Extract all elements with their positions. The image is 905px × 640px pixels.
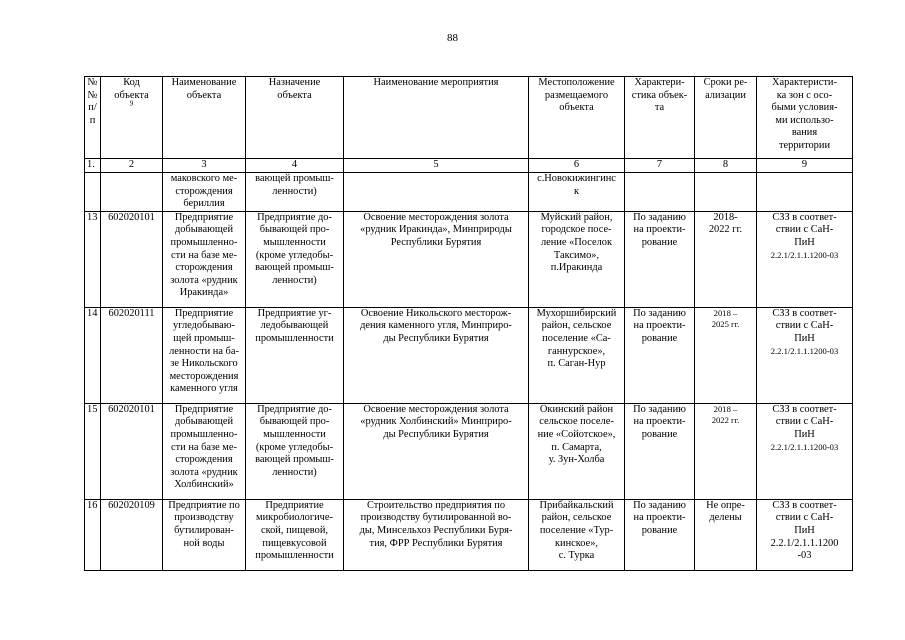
implementation-terms <box>695 173 757 212</box>
event-name: Строительство предприятия по производству бутилированной во- ды, Минсельхоз Республики Буря- тия, ФРР Республики Бурятия <box>344 499 529 570</box>
event-name: Освоение месторождения золота «рудник Иракинда», Минприроды Республики Бурятия <box>344 211 529 307</box>
page-number: 88 <box>447 32 458 44</box>
object-purpose: Предприятие микробиологиче- ской, пищевой, пищевкусовой промышленности <box>246 499 344 570</box>
object-code: 602020101 <box>101 403 163 499</box>
row-number: 13 <box>85 211 101 307</box>
object-characteristic: По заданию на проекти- рование <box>625 307 695 403</box>
object-purpose: Предприятие до- бывающей про- мышленности (кроме угледобы- вающей промыш- ленности) <box>246 211 344 307</box>
object-name: Предприятие добывающей промышленно- сти на базе ме- сторождения золота «рудник Иракинда» <box>163 211 246 307</box>
zone-characteristic: СЗЗ в соответ- ствии с СаН- ПиН 2.2.1/2.1.1.1200-03 <box>757 403 853 499</box>
object-location: Муйский район, городское посе- ление «Поселок Таксимо», п.Иракинда <box>529 211 625 307</box>
implementation-terms: Не опре- делены <box>695 499 757 570</box>
column-number: 1. <box>85 159 101 173</box>
column-number: 2 <box>101 159 163 173</box>
object-location: Прибайкальский район, сельское поселение «Тур- кинское», с. Турка <box>529 499 625 570</box>
table-row <box>85 173 853 212</box>
object-characteristic <box>625 173 695 212</box>
object-name: Предприятие угледобываю- щей промыш- ленности на ба- зе Никольского месторождения каменного угля <box>163 307 246 403</box>
object-purpose: Предприятие уг- ледобывающей промышленности <box>246 307 344 403</box>
zone-characteristic <box>757 173 853 212</box>
column-numbers-row <box>85 159 853 173</box>
object-location: с.Новокижингинс к <box>529 173 625 212</box>
column-number: 5 <box>344 159 529 173</box>
object-location: Мухоршибирский район, сельское поселение «Са- ганнурское», п. Саган-Нур <box>529 307 625 403</box>
column-number: 4 <box>246 159 344 173</box>
header-cell-object-name: Наименование объекта <box>163 77 246 159</box>
object-code: 602020111 <box>101 307 163 403</box>
sanpin-code: 2.2.1/2.1.1.1200-03 <box>770 441 839 452</box>
implementation-terms: 2018- 2022 гг. <box>695 211 757 307</box>
header-cell-characteristic: Характери- стика объек- та <box>625 77 695 159</box>
column-number: 9 <box>757 159 853 173</box>
header-cell-event: Наименование мероприятия <box>344 77 529 159</box>
object-name: Предприятие по производству бутилирован- ной воды <box>163 499 246 570</box>
column-number: 3 <box>163 159 246 173</box>
row-number: 16 <box>85 499 101 570</box>
column-number: 8 <box>695 159 757 173</box>
object-characteristic: По заданию на проекти- рование <box>625 211 695 307</box>
object-purpose: Предприятие до- бывающей про- мышленности (кроме угледобы- вающей промыш- ленности) <box>246 403 344 499</box>
table-row <box>85 211 853 307</box>
column-number: 7 <box>625 159 695 173</box>
sanpin-code: 2.2.1/2.1.1.1200-03 <box>770 249 839 260</box>
object-characteristic: По заданию на проекти- рование <box>625 403 695 499</box>
zone-characteristic: СЗЗ в соответ- ствии с СаН- ПиН 2.2.1/2.1.1.1200 -03 <box>757 499 853 570</box>
header-cell-code: Код объекта $^9$ <box>101 77 163 159</box>
header-cell-purpose: Назначение объекта <box>246 77 344 159</box>
event-name: Освоение Никольского месторож- дения каменного угля, Минприро- ды Республики Бурятия <box>344 307 529 403</box>
event-name <box>344 173 529 212</box>
implementation-terms: 2018 – 2022 гг. <box>695 403 757 499</box>
header-cell-terms: Сроки ре- ализации <box>695 77 757 159</box>
event-name: Освоение месторождения золота «рудник Холбинский» Минприро- ды Республики Бурятия <box>344 403 529 499</box>
header-cell-zones: Характеристи- ка зон с осо- быми условия- ми использо- вания территории <box>757 77 853 159</box>
sanpin-code: 2.2.1/2.1.1.1200-03 <box>770 345 839 356</box>
object-code: 602020109 <box>101 499 163 570</box>
zone-characteristic: СЗЗ в соответ- ствии с СаН- ПиН 2.2.1/2.1.1.1200-03 <box>757 211 853 307</box>
object-location: Окинский район сельское поселе- ние «Сойотское», п. Самарта, у. Зун-Холба <box>529 403 625 499</box>
header-cell-location: Местоположение размещаемого объекта <box>529 77 625 159</box>
row-number: 14 <box>85 307 101 403</box>
object-characteristic: По заданию на проекти- рование <box>625 499 695 570</box>
table-row <box>85 403 853 499</box>
zone-characteristic: СЗЗ в соответ- ствии с СаН- ПиН 2.2.1/2.1.1.1200-03 <box>757 307 853 403</box>
header-row <box>85 77 853 159</box>
row-number: 15 <box>85 403 101 499</box>
header-cell-num: № № п/ п <box>85 77 101 159</box>
table-row <box>85 499 853 570</box>
table-row <box>85 307 853 403</box>
object-name: маковского ме- сторождения бериллия <box>163 173 246 212</box>
column-number: 6 <box>529 159 625 173</box>
activities-table <box>84 76 853 571</box>
implementation-terms: 2018 – 2025 гг. <box>695 307 757 403</box>
object-name: Предприятие добывающей промышленно- сти на базе ме- сторождения золота «рудник Холбинский» <box>163 403 246 499</box>
object-code: 602020101 <box>101 211 163 307</box>
table-body <box>85 173 853 571</box>
object-code <box>101 173 163 212</box>
object-purpose: вающей промыш- ленности) <box>246 173 344 212</box>
row-number <box>85 173 101 212</box>
